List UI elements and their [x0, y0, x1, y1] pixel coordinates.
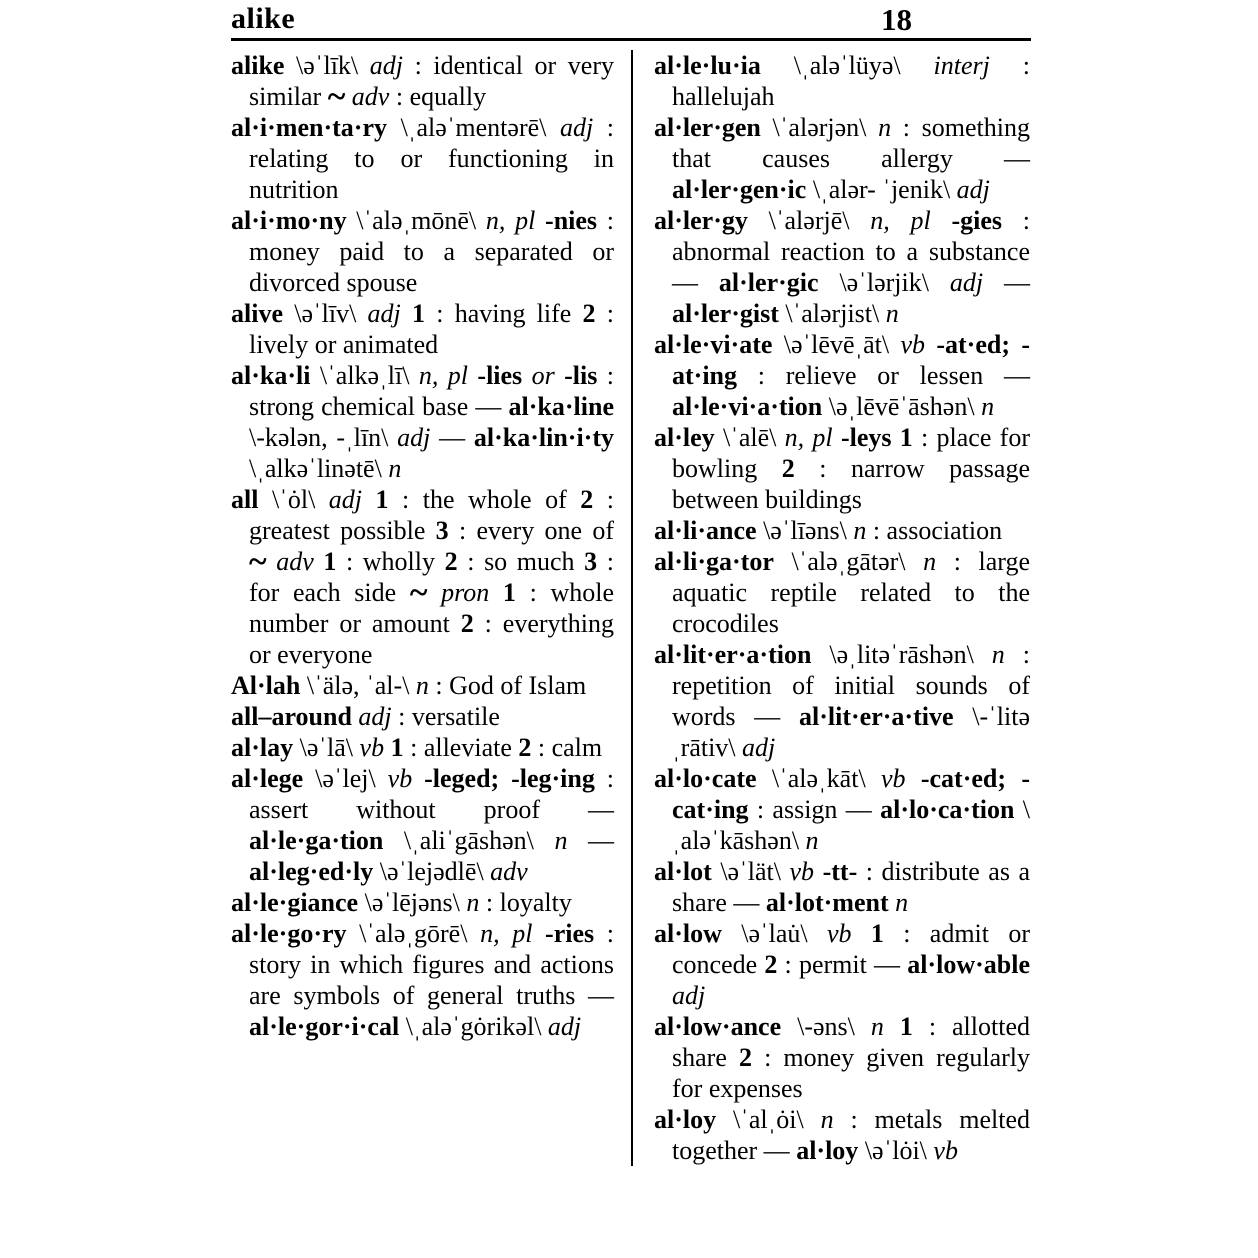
text-run: -lis: [564, 361, 598, 390]
header-rule: [231, 38, 1031, 41]
text-run: \ˈaləˌgōrē\: [346, 919, 481, 948]
text-run: : abnormal reaction to a substance —: [672, 206, 1030, 297]
entry-all-around: [231, 701, 614, 732]
text-run: [522, 361, 531, 390]
text-run: —: [567, 826, 615, 855]
text-run: n: [415, 671, 429, 700]
text-run: al·i·men·ta·ry: [231, 113, 387, 142]
entry-allay: [231, 732, 614, 763]
text-run: n: [981, 392, 995, 421]
text-run: -tt-: [822, 857, 858, 886]
text-run: or: [531, 361, 555, 390]
text-run: al·ka·li: [231, 361, 311, 390]
text-run: al·low·ance: [654, 1012, 782, 1041]
text-run: 2: [580, 485, 594, 514]
text-run: 2: [444, 547, 458, 576]
text-run: adj: [672, 981, 706, 1010]
text-run: : story in which figures and actions are symbols of general truths —: [249, 919, 614, 1010]
text-run: al·low: [654, 919, 722, 948]
text-run: al·li·ance: [654, 516, 757, 545]
entry-alley: [654, 422, 1030, 515]
page-number: 18: [881, 2, 912, 37]
text-run: [906, 764, 921, 793]
text-run: al·li·ga·tor: [654, 547, 774, 576]
text-run: 1: [899, 423, 913, 452]
text-run: al·le·go·ry: [231, 919, 347, 948]
text-run: \-kələn, -ˌlīn\: [249, 423, 398, 452]
text-run: al·ler·gen·ic: [672, 175, 807, 204]
text-run: : wholly: [336, 547, 445, 576]
text-run: [555, 361, 564, 390]
text-run: 1: [899, 1012, 913, 1041]
text-run: adj: [397, 423, 431, 452]
text-run: 2: [518, 733, 532, 762]
entry-alliteration: [654, 639, 1030, 763]
text-run: \əˈlau̇\: [721, 919, 827, 948]
text-run: -leys: [840, 423, 892, 452]
text-run: \ˈȯl\: [258, 485, 329, 514]
text-run: : distribute as a share —: [672, 857, 1031, 917]
text-run: [314, 547, 324, 576]
text-run: al·loy: [796, 1136, 859, 1165]
text-run: : everything or everyone: [249, 609, 614, 669]
text-run: -gies: [951, 206, 1003, 235]
text-run: \ˌaləˈkāshən\: [672, 795, 1030, 855]
text-run: al·ka·line: [508, 392, 614, 421]
entry-allegory: [231, 918, 614, 1042]
text-run: \ˈalərjist\: [778, 299, 886, 328]
text-run: all–around: [231, 702, 352, 731]
text-run: : assign —: [748, 795, 881, 824]
text-run: \əˌlēvēˈāshən\: [822, 392, 982, 421]
text-run: 2: [781, 454, 795, 483]
text-run: : greatest possible: [249, 485, 614, 545]
text-run: n: [895, 888, 909, 917]
text-run: \ˈälə, ˈal-\: [300, 671, 416, 700]
text-run: \ˌalər- ˈjenik\: [806, 175, 957, 204]
guide-word: alike: [231, 2, 296, 35]
text-run: \əˌlitəˈrāshən\: [811, 640, 992, 669]
text-run: [412, 764, 424, 793]
entry-alimony: [231, 205, 614, 298]
text-run: al·low·able: [907, 950, 1030, 979]
text-run: ~: [409, 574, 428, 612]
text-run: : repetition of initial sounds of words —: [672, 640, 1030, 731]
text-run: al·le·giance: [231, 888, 359, 917]
text-run: al·lit·er·a·tion: [654, 640, 812, 669]
text-run: al·lay: [231, 733, 294, 762]
text-run: : so much: [457, 547, 585, 576]
text-run: adj: [358, 702, 392, 731]
text-run: al·ler·gen: [654, 113, 761, 142]
text-run: al·lege: [231, 764, 304, 793]
text-run: : the whole of: [388, 485, 581, 514]
text-run: al·lo·ca·tion: [880, 795, 1015, 824]
text-run: vb: [933, 1136, 958, 1165]
text-run: \əˈlät\: [711, 857, 790, 886]
text-run: \əˈlēvēˌāt\: [772, 330, 901, 359]
right-column: [654, 50, 1030, 1166]
text-run: al·le·vi·a·tion: [672, 392, 823, 421]
text-run: vb: [789, 857, 815, 886]
text-run: al·lit·er·a·tive: [799, 702, 954, 731]
text-run: 2: [460, 609, 474, 638]
text-run: n: [466, 888, 480, 917]
text-run: : allotted share: [672, 1012, 1030, 1072]
text-run: vb: [900, 330, 926, 359]
text-run: 1: [390, 733, 404, 762]
text-run: n: [388, 454, 402, 483]
text-run: [852, 919, 871, 948]
text-run: : narrow passage between buildings: [672, 454, 1030, 514]
text-run: \ˈaləˌmōnē\: [346, 206, 486, 235]
entry-alleviate: [654, 329, 1030, 422]
text-run: 2: [582, 299, 596, 328]
text-run: al·ler·gy: [654, 206, 748, 235]
text-run: ~: [249, 543, 267, 581]
text-run: al·lot: [654, 857, 712, 886]
text-run: adj: [949, 268, 984, 297]
text-run: : admit or concede: [672, 919, 1030, 979]
text-run: : money given regularly for expenses: [672, 1043, 1030, 1103]
text-run: : having life: [425, 299, 583, 328]
text-run: : equally: [389, 82, 487, 111]
text-run: —: [983, 268, 1031, 297]
entry-alkali: [231, 360, 614, 484]
text-run: al·ley: [654, 423, 715, 452]
text-run: \ˈaləˌgātər\: [773, 547, 924, 576]
text-run: [833, 423, 841, 452]
text-run: al·ler·gist: [672, 299, 779, 328]
entry-all: [231, 484, 614, 670]
text-run: \ˌaləˈgȯrikəl\: [399, 1012, 548, 1041]
text-run: -cat·ed; -cat·ing: [672, 764, 1030, 824]
text-run: adj: [369, 51, 403, 80]
text-run: adv: [490, 857, 528, 886]
text-run: \əˈlējəns\: [358, 888, 467, 917]
entry-alive: [231, 298, 614, 360]
text-run: interj: [933, 51, 990, 80]
text-run: \əˈlərjik\: [818, 268, 950, 297]
text-run: : something that causes allergy —: [672, 113, 1030, 173]
text-run: alive: [231, 299, 283, 328]
text-run: -at·ed; -at·ing: [672, 330, 1030, 390]
text-run: : whole number or amount: [249, 578, 615, 638]
text-run: \əˈlīk\: [284, 51, 370, 80]
text-run: adj: [367, 299, 401, 328]
text-run: -leged; -leg·ing: [424, 764, 595, 793]
entry-alike: [231, 50, 614, 116]
text-run: [489, 578, 503, 607]
text-run: al·ka·lin·i·ty: [473, 423, 614, 452]
text-run: [532, 919, 545, 948]
text-run: : metals melted together —: [672, 1105, 1030, 1165]
text-run: al·le·vi·ate: [654, 330, 773, 359]
text-run: n, pl: [485, 206, 536, 235]
text-run: 2: [738, 1043, 752, 1072]
text-run: : strong chemical base —: [249, 361, 615, 421]
text-run: n: [820, 1105, 834, 1134]
text-run: al·le·lu·ia: [654, 51, 761, 80]
text-run: n, pl: [418, 361, 468, 390]
text-run: adj: [559, 113, 594, 142]
text-run: \ˌaliˈgāshən\: [383, 826, 555, 855]
text-run: n, pl: [784, 423, 833, 452]
text-run: \ˈalərjē\: [747, 206, 871, 235]
text-run: \ˌalkəˈlinətē\: [249, 454, 389, 483]
text-run: : permit —: [777, 950, 908, 979]
text-run: \əˈlīv\: [283, 299, 368, 328]
entry-allocate: [654, 763, 1030, 856]
entry-alimentary: [231, 112, 614, 205]
entry-alligator: [654, 546, 1030, 639]
entry-alloy: [654, 1104, 1030, 1166]
text-run: : large aquatic reptile related to the crocodiles: [672, 547, 1031, 638]
text-run: \ˈalē\: [714, 423, 785, 452]
text-run: : identical or very similar: [249, 51, 614, 111]
text-run: n: [885, 299, 899, 328]
text-run: -nies: [545, 206, 598, 235]
text-run: n: [805, 826, 819, 855]
text-run: \ˈalˌȯi\: [716, 1105, 821, 1134]
text-run: : alleviate: [403, 733, 519, 762]
text-run: : money paid to a separated or divorced spouse: [249, 206, 614, 297]
text-run: \əˈlej\: [303, 764, 388, 793]
text-run: : hallelujah: [672, 51, 1030, 111]
text-run: al·lo·cate: [654, 764, 757, 793]
entry-alleluia: [654, 50, 1030, 112]
text-run: al·i·mo·ny: [231, 206, 347, 235]
text-run: [267, 547, 277, 576]
text-run: alike: [231, 51, 285, 80]
entry-alliance: [654, 515, 1030, 546]
text-run: : association: [866, 516, 1003, 545]
text-run: vb: [880, 764, 906, 793]
text-run: \ˈalkəˌlī\: [310, 361, 419, 390]
text-run: : God of Islam: [428, 671, 587, 700]
text-run: \ˌaləˈlüyə\: [760, 51, 934, 80]
text-run: : relating to or functioning in nutrition: [249, 113, 614, 204]
entry-allergen: [654, 112, 1030, 205]
text-run: : calm: [531, 733, 603, 762]
text-run: : assert without proof —: [249, 764, 615, 824]
text-run: adj: [742, 733, 776, 762]
text-run: \ˈalərjən\: [760, 113, 879, 142]
text-run: [814, 857, 823, 886]
text-run: : for each side: [249, 547, 615, 607]
text-run: n: [923, 547, 937, 576]
text-run: Al·lah: [231, 671, 301, 700]
text-run: al·loy: [654, 1105, 717, 1134]
text-run: 1: [870, 919, 884, 948]
text-run: adv: [351, 82, 390, 111]
text-run: : place for bowling: [672, 423, 1030, 483]
text-run: al·ler·gic: [718, 268, 819, 297]
text-run: [884, 1012, 900, 1041]
text-run: vb: [827, 919, 852, 948]
text-run: [535, 206, 545, 235]
entry-allot: [654, 856, 1030, 918]
text-run: : loyalty: [479, 888, 572, 917]
left-column: [231, 50, 614, 1166]
columns-container: [231, 50, 1031, 1166]
text-run: vb: [359, 733, 385, 762]
text-run: n: [991, 640, 1005, 669]
column-divider: [631, 50, 633, 1166]
text-run: [401, 299, 412, 328]
text-run: n: [554, 826, 568, 855]
dictionary-page: [231, 2, 1031, 1166]
text-run: 1: [412, 299, 426, 328]
text-run: 1: [502, 578, 516, 607]
text-run: n: [853, 516, 867, 545]
text-run: 3: [435, 516, 449, 545]
text-run: n: [878, 113, 892, 142]
text-run: 3: [584, 547, 598, 576]
text-run: 1: [323, 547, 337, 576]
text-run: [891, 423, 899, 452]
text-run: adj: [956, 175, 990, 204]
text-run: : every one of: [448, 516, 614, 545]
text-run: [925, 330, 936, 359]
text-run: : relieve or lessen —: [737, 361, 1030, 390]
text-run: \əˈlejədlē\: [373, 857, 491, 886]
text-run: : lively or animated: [249, 299, 614, 359]
text-run: -lies: [477, 361, 523, 390]
text-run: adv: [276, 547, 314, 576]
text-run: [468, 361, 477, 390]
text-run: \əˈlā\: [293, 733, 360, 762]
text-run: \-ˈlitəˌrātiv\: [672, 702, 1030, 762]
text-run: 2: [764, 950, 778, 979]
text-run: 1: [375, 485, 389, 514]
text-run: adj: [328, 485, 363, 514]
text-run: al·le·ga·tion: [249, 826, 384, 855]
entry-allegiance: [231, 887, 614, 918]
text-run: al·leg·ed·ly: [249, 857, 374, 886]
entry-allowance: [654, 1011, 1030, 1104]
text-run: \əˈlȯi\: [858, 1136, 934, 1165]
text-run: al·lot·ment: [765, 888, 889, 917]
text-run: vb: [387, 764, 413, 793]
text-run: pron: [441, 578, 490, 607]
text-run: \-əns\: [781, 1012, 871, 1041]
entry-allah: [231, 670, 614, 701]
page-header: [231, 2, 1031, 35]
text-run: [931, 206, 952, 235]
text-run: all: [231, 485, 259, 514]
text-run: -ries: [545, 919, 595, 948]
text-run: [427, 578, 441, 607]
text-run: n, pl: [870, 206, 931, 235]
text-run: n: [870, 1012, 884, 1041]
entry-allow: [654, 918, 1030, 1011]
entry-allege: [231, 763, 614, 887]
text-run: al·le·gor·i·cal: [249, 1012, 400, 1041]
text-run: n, pl: [480, 919, 533, 948]
text-run: adj: [547, 1012, 582, 1041]
text-run: : versatile: [391, 702, 500, 731]
text-run: \ˈaləˌkāt\: [756, 764, 881, 793]
text-run: —: [430, 423, 474, 452]
text-run: [362, 485, 376, 514]
text-run: \əˈlīəns\: [756, 516, 854, 545]
entry-allergy: [654, 205, 1030, 329]
text-run: \ˌaləˈmentərē\: [387, 113, 560, 142]
text-run: ~: [327, 78, 346, 116]
